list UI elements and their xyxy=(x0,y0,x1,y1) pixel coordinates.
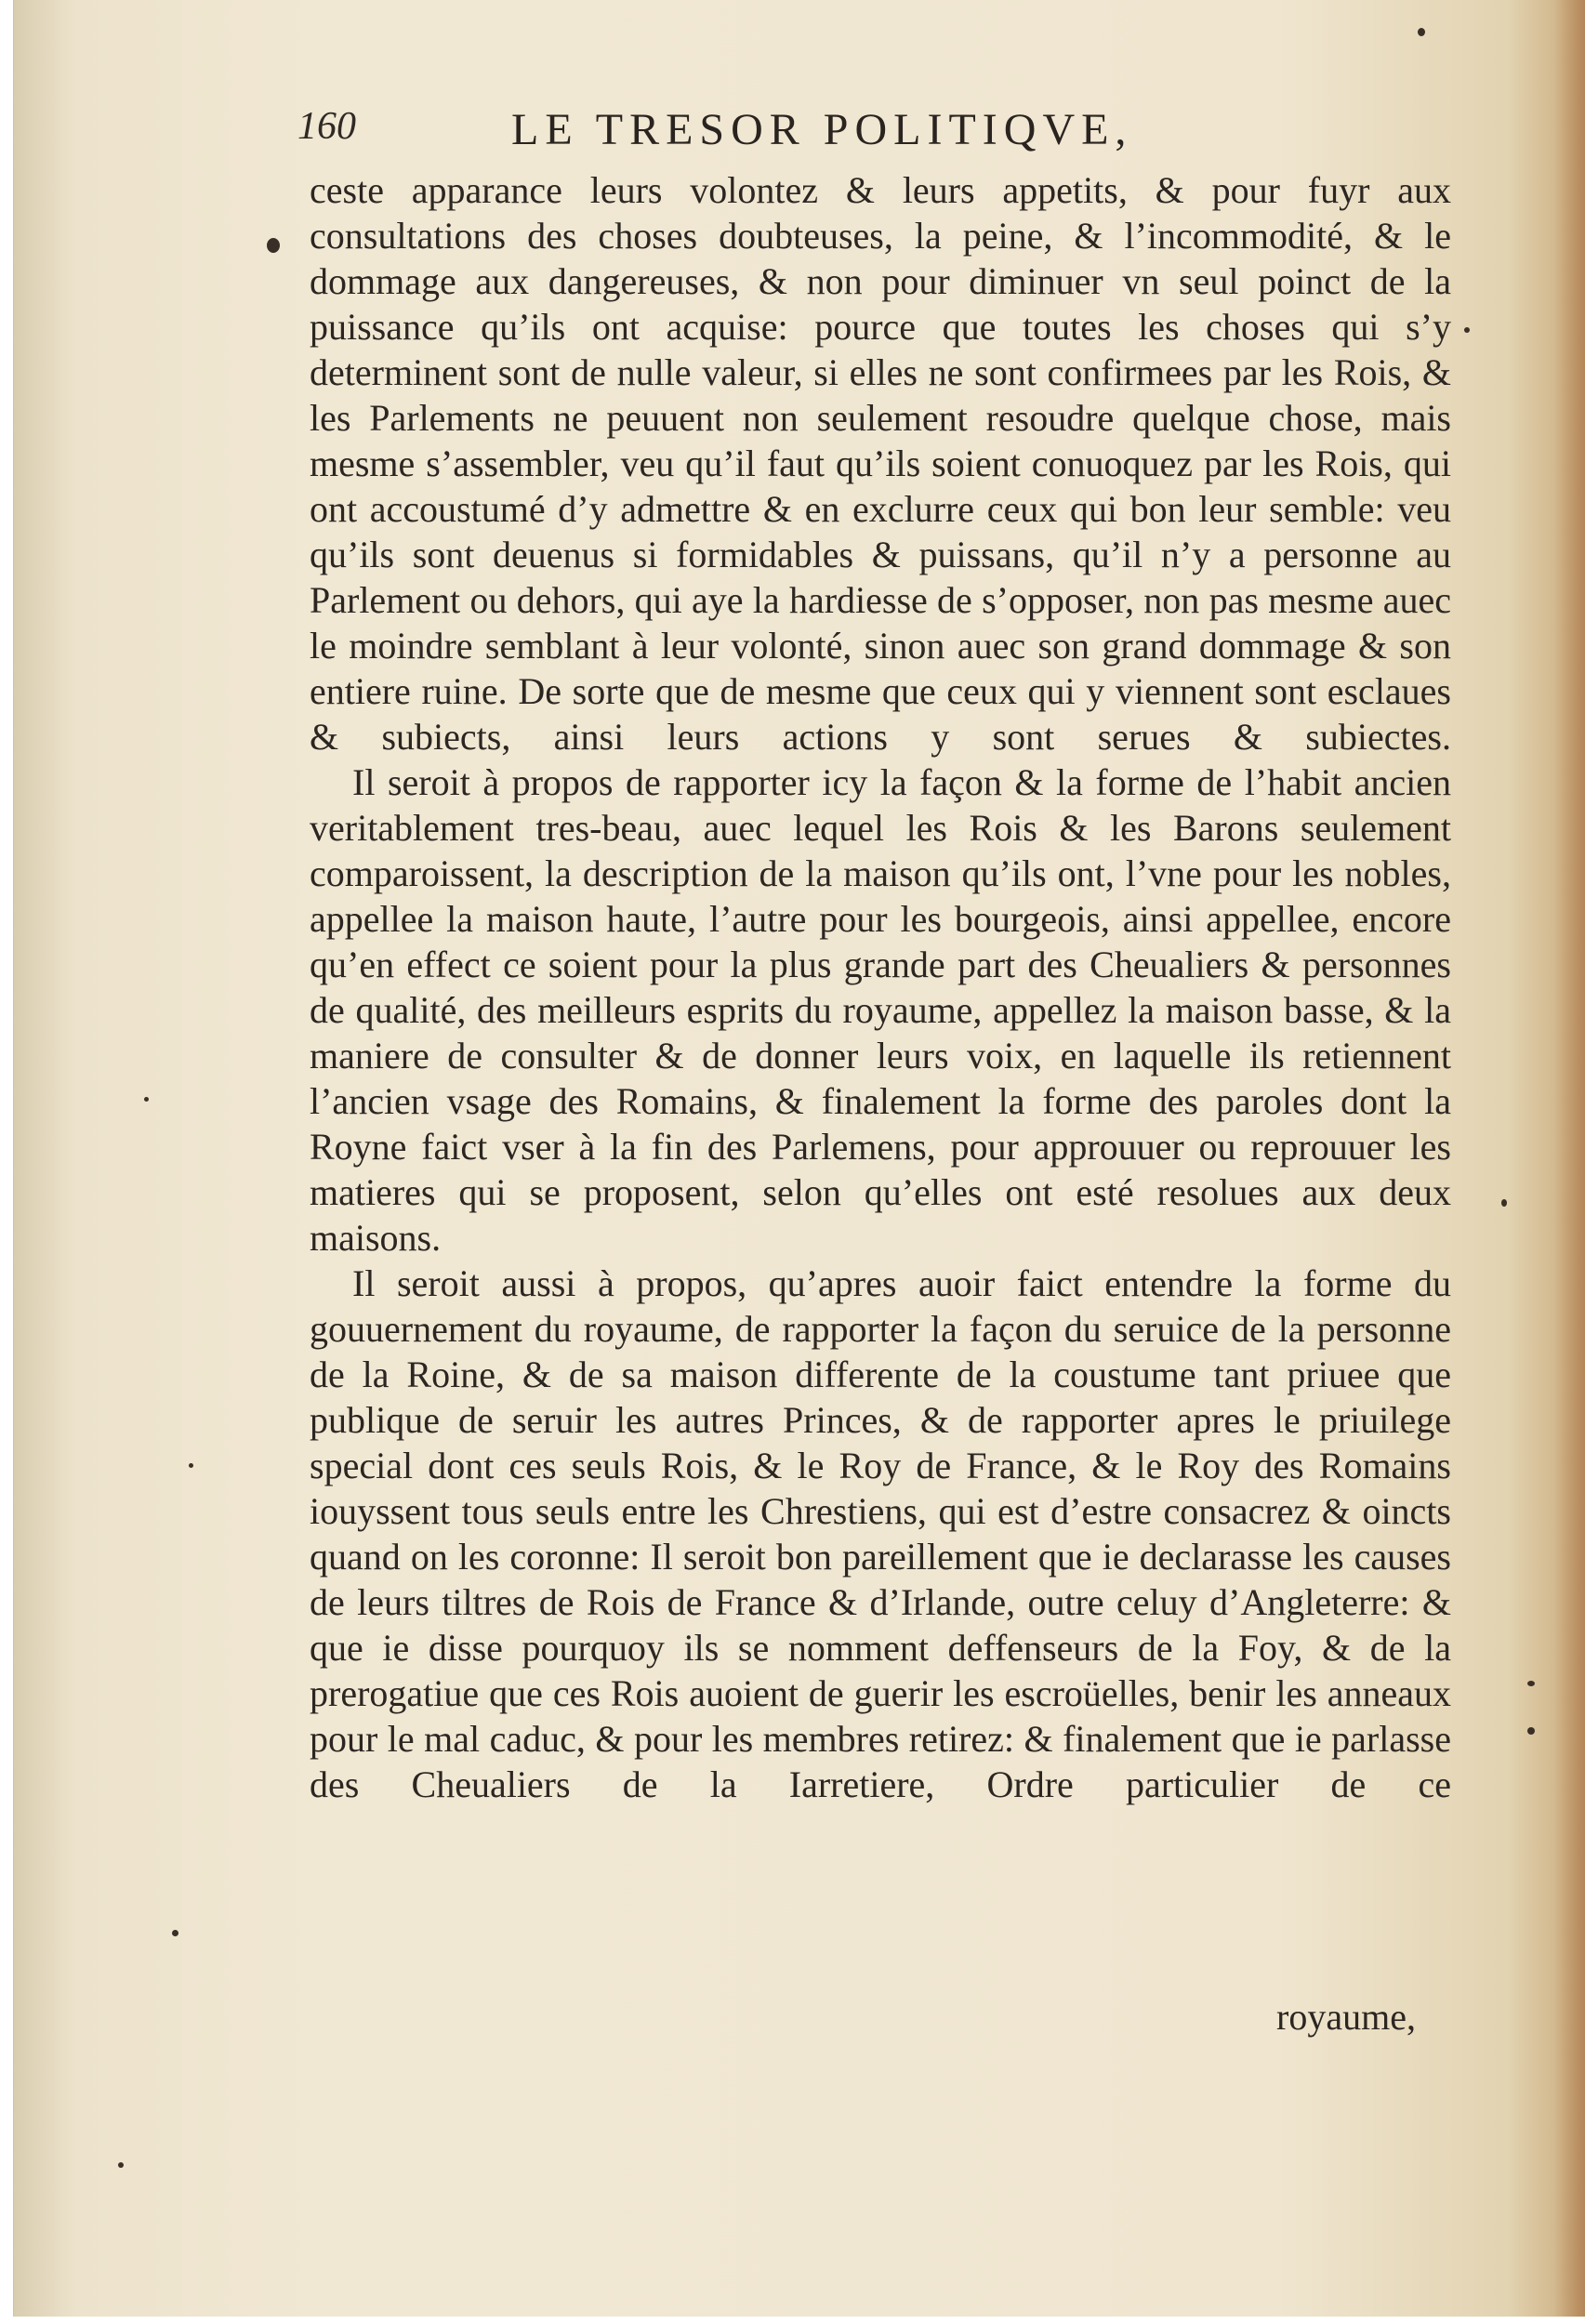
ink-speck xyxy=(267,238,280,253)
page-edge-shadow xyxy=(1554,0,1585,2317)
page-header xyxy=(297,104,1301,169)
ink-speck xyxy=(189,1463,193,1468)
ink-speck xyxy=(1527,1681,1535,1686)
page-number: 160 xyxy=(297,105,356,148)
body-text xyxy=(310,167,1451,1807)
ink-speck xyxy=(1464,327,1470,333)
paragraph-1: ceste apparance leurs volontez & leurs appetits, & pour fuyr aux consultations des choses doubteuses, la peine, & l’incommodité, & le dommage aux dangereuses, & non pour diminuer vn seul poinct de la puissance qu’ils ont acquise: pource que toutes les choses qui s’y determinent sont de nulle valeur, si elles ne sont confirmees par les Rois, & les Parlements ne peuuent non seulement resoudre quelque chose, mais mesme s’assembler, veu qu’il faut qu’ils soient conuoquez par les Rois, qui ont accoustumé d’y admettre & en exclurre ceux qui bon leur semble: veu qu’ils sont deuenus si formidables & puissans, qu’il n’y a personne au Parlement ou dehors, qui aye la hardiesse de s’opposer, non pas mesme auec le moindre semblant à leur volonté, sinon auec son grand dommage & son entiere ruine. De sorte que de mesme que ceux qui y viennent sont esclaues & subiects, ainsi leurs actions y sont serues & subiectes. xyxy=(310,169,1451,758)
ink-speck xyxy=(118,2162,124,2168)
ink-speck xyxy=(1501,1199,1507,1207)
catchword: royaume, xyxy=(1276,1996,1416,2038)
ink-speck xyxy=(144,1097,149,1102)
ink-speck xyxy=(172,1930,178,1936)
running-title: LE TRESOR POLITIQVE, xyxy=(511,105,1133,154)
book-page xyxy=(13,0,1585,2317)
paragraph-2: Il seroit à propos de rapporter icy la façon & la forme de l’habit ancien veritablement tres-beau, auec lequel les Rois & les Barons seulement comparoissent, la description de la maison qu’ils ont, l’vne pour les nobles, appellee la maison haute, l’autre pour les bourgeois, ainsi appellee, encore qu’en effect ce soient pour la plus grande part des Cheualiers & personnes de qualité, des meilleurs esprits du royaume, appellez la maison basse, & la maniere de consulter & de donner leurs voix, en laquelle ils retiennent l’ancien vsage des Romains, & finalement la forme des paroles dont la Royne faict vser à la fin des Parlemens, pour approuuer ou reprouuer les matieres qui se proposent, selon qu’elles ont esté resolues aux deux maisons. xyxy=(310,761,1451,1259)
paragraph-3: Il seroit aussi à propos, qu’apres auoir faict entendre la forme du gouuernement du royaume, de rapporter la façon du seruice de la personne de la Roine, & de sa maison differente de la coustume tant priuee que publique de seruir les autres Princes, & de rapporter apres le priuilege special dont ces seuls Rois, & le Roy de France, & le Roy des Romains iouyssent tous seuls entre les Chrestiens, qui est d’estre consacrez & oincts quand on les coronne: Il seroit bon pareillement que ie declarasse les causes de leurs tiltres de Rois de France & d’Irlande, outre celuy d’Angleterre: & que ie disse pourquoy ils se nomment deffenseurs de la Foy, & de la prerogatiue que ces Rois auoient de guerir les escroüelles, benir les anneaux pour le mal caduc, & pour les membres retirez: & finalement que ie parlasse des Cheualiers de la Iarretiere, Ordre particulier de ce xyxy=(310,1262,1451,1805)
ink-speck xyxy=(1418,28,1425,36)
ink-speck xyxy=(1527,1727,1535,1735)
